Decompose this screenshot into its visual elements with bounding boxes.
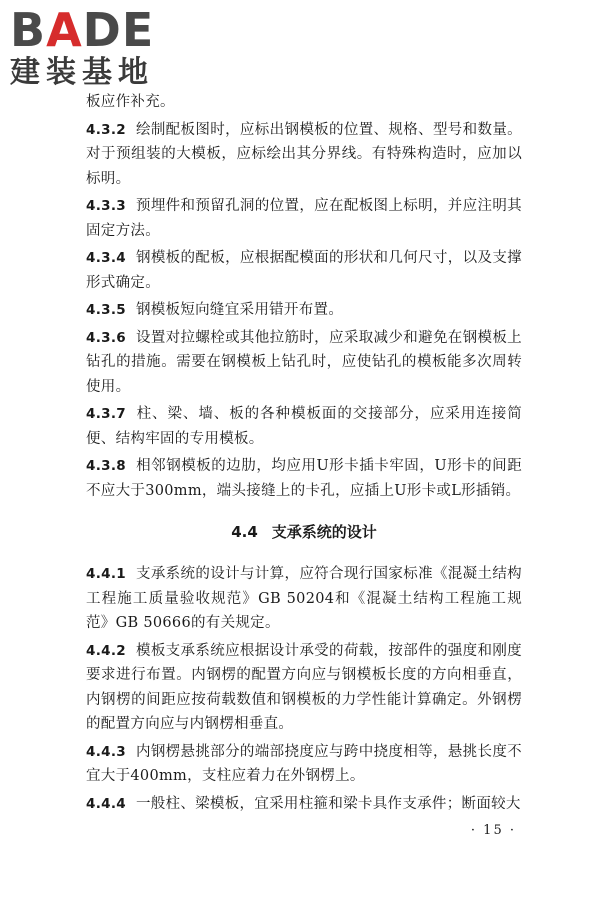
clause-number: 4.3.2 — [86, 121, 126, 138]
clause-4-3-2 — [86, 118, 522, 192]
clause-4-4-3 — [86, 740, 522, 789]
clause-4-3-5 — [86, 298, 522, 323]
clause-4-3-4 — [86, 246, 522, 295]
clauses-section-4-3 — [86, 118, 522, 504]
brand-prefix: B — [10, 3, 47, 57]
clause-number: 4.4.3 — [86, 743, 126, 760]
clause-number: 4.4.1 — [86, 566, 126, 582]
section-number: 4.4 — [231, 523, 258, 541]
clause-number: 4.3.4 — [86, 250, 126, 266]
clause-number: 4.3.6 — [86, 329, 126, 346]
watermark-logo — [10, 3, 180, 90]
clause-number: 4.4.4 — [86, 795, 126, 812]
clause-4-3-6 — [86, 326, 522, 400]
clause-number: 4.3.7 — [86, 406, 126, 422]
clause-text: 钢模板的配板，应根据配模面的形状和几何尺寸，以及支撑形式确定。 — [86, 250, 522, 291]
clause-text: 一般柱、梁模板，宜采用柱箍和梁卡具作支承件；断面较大 — [135, 795, 521, 812]
continuation-text: 板应作补充。 — [86, 94, 175, 110]
clause-4-3-7 — [86, 402, 522, 451]
page-number: · 15 · — [470, 823, 516, 838]
clause-4-3-8 — [86, 454, 522, 503]
clause-number: 4.4.2 — [86, 642, 126, 659]
clause-number: 4.3.3 — [86, 198, 126, 214]
clause-number: 4.3.5 — [86, 302, 126, 318]
clause-4-4-2 — [86, 639, 522, 737]
document-body — [86, 90, 522, 819]
clause-4-4-1 — [86, 562, 522, 636]
clause-text: 模板支承系统应根据设计承受的荷载，按部件的强度和刚度要求进行布置。内钢楞的配置方向应与钢模板长度的方向相垂直，内钢楞的间距应按荷载数值和钢模板的力学性能计算确定。外钢楞的配置方向应与内钢楞相垂直。 — [86, 642, 522, 732]
clause-text: 柱、梁、墙、板的各种模板面的交接部分，应采用连接简便、结构牢固的专用模板。 — [86, 406, 522, 447]
brand-accent: A — [46, 3, 83, 57]
clause-text: 相邻钢模板的边肋，均应用U形卡插卡牢固，U形卡的间距不应大于300mm，端头接缝上的卡孔，应插上U形卡或L形插销。 — [86, 458, 522, 499]
clause-text: 钢模板短向缝宜采用错开布置。 — [135, 302, 344, 318]
clause-number: 4.3.8 — [86, 458, 126, 474]
clauses-section-4-4 — [86, 562, 522, 816]
section-heading — [86, 521, 522, 542]
clause-text: 内钢楞悬挑部分的端部挠度应与跨中挠度相等，悬挑长度不宜大于400mm，支柱应着力在外钢楞上。 — [86, 743, 522, 784]
section-title: 支承系统的设计 — [271, 523, 377, 541]
watermark-subtitle: 建装基地 — [10, 55, 154, 90]
clause-text: 绘制配板图时，应标出钢模板的位置、规格、型号和数量。对于预组装的大模板，应标绘出其分界线。有特殊构造时，应加以标明。 — [86, 121, 522, 187]
clause-text: 预埋件和预留孔洞的位置，应在配板图上标明，并应注明其固定方法。 — [86, 198, 522, 239]
clause-4-4-4 — [86, 792, 522, 817]
watermark-brand — [10, 3, 180, 57]
clause-4-3-3 — [86, 194, 522, 243]
clause-text: 设置对拉螺栓或其他拉筋时，应采取减少和避免在钢模板上钻孔的措施。需要在钢模板上钻孔时，应使钻孔的模板能多次周转使用。 — [86, 329, 522, 395]
brand-suffix: DE — [82, 3, 155, 57]
clause-text: 支承系统的设计与计算，应符合现行国家标准《混凝土结构工程施工质量验收规范》GB 50204和《混凝土结构工程施工规范》GB 50666的有关规定。 — [86, 566, 522, 631]
